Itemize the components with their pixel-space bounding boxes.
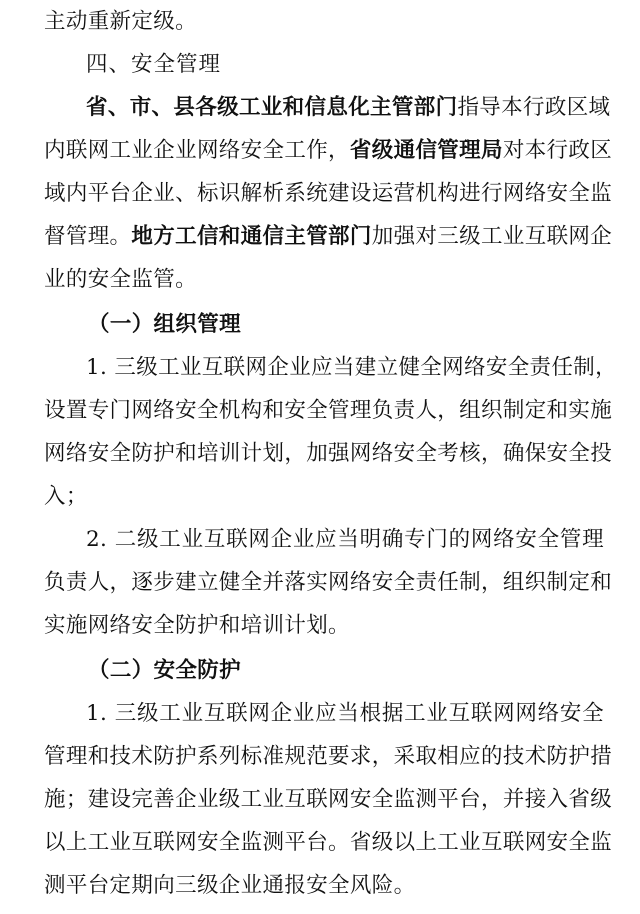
para1-text-a: 指导本行政区域 xyxy=(457,95,611,120)
sub2-item1-line3: 施；建设完善企业级工业互联网安全监测平台，并接入省级 xyxy=(44,787,613,812)
para1-line1 xyxy=(86,93,611,123)
para1-line3: 域内平台企业、标识解析系统建设运营机构进行网络安全监 xyxy=(44,181,613,206)
para1-text-d2: 加强对三级工业互联网企 xyxy=(371,224,613,249)
sub1-item1-line4: 入； xyxy=(44,484,88,509)
sub2-title: （二）安全防护 xyxy=(88,658,241,683)
para1-line2 xyxy=(44,136,613,166)
sub1-title: （一）组织管理 xyxy=(88,312,241,337)
sub1-item1-line3: 网络安全防护和培训计划，加强网络安全考核，确保安全投 xyxy=(44,441,613,466)
para1-bold-authority-d: 地方工信和通信主管部门 xyxy=(131,224,372,249)
sub2-item1-line4: 以上工业互联网安全监测平台。省级以上工业互联网安全监 xyxy=(44,830,613,855)
para1-text-b1: 内联网工业企业网络安全工作， xyxy=(44,138,350,163)
para1-bold-authority-a: 省、市、县各级工业和信息化主管部门 xyxy=(86,95,458,120)
continuation-line: 主动重新定级。 xyxy=(44,9,197,34)
sub1-item2-line2: 负责人，逐步建立健全并落实网络安全责任制，组织制定和 xyxy=(44,570,613,595)
sub2-item1-line1: 1. 三级工业互联网企业应当根据工业互联网网络安全 xyxy=(86,701,604,726)
sub1-item2-line3: 实施网络安全防护和培训计划。 xyxy=(44,613,350,638)
section-four-title: 四、安全管理 xyxy=(86,52,222,77)
para1-line4 xyxy=(44,222,613,252)
para1-text-d1: 督管理。 xyxy=(44,224,132,249)
para1-text-b2: 对本行政区 xyxy=(502,138,613,163)
sub1-item1-line2: 设置专门网络安全机构和安全管理负责人，组织制定和实施 xyxy=(44,398,613,423)
para1-line5: 业的安全监管。 xyxy=(44,267,197,292)
para1-bold-authority-b: 省级通信管理局 xyxy=(349,138,503,163)
sub1-item2-line1: 2. 二级工业互联网企业应当明确专门的网络安全管理 xyxy=(86,527,604,552)
sub2-item1-line2: 管理和技术防护系列标准规范要求，采取相应的技术防护措 xyxy=(44,744,613,769)
sub2-item1-line5: 测平台定期向三级企业通报安全风险。 xyxy=(44,873,416,898)
sub1-item1-line1: 1. 三级工业互联网企业应当建立健全网络安全责任制， xyxy=(86,355,617,380)
